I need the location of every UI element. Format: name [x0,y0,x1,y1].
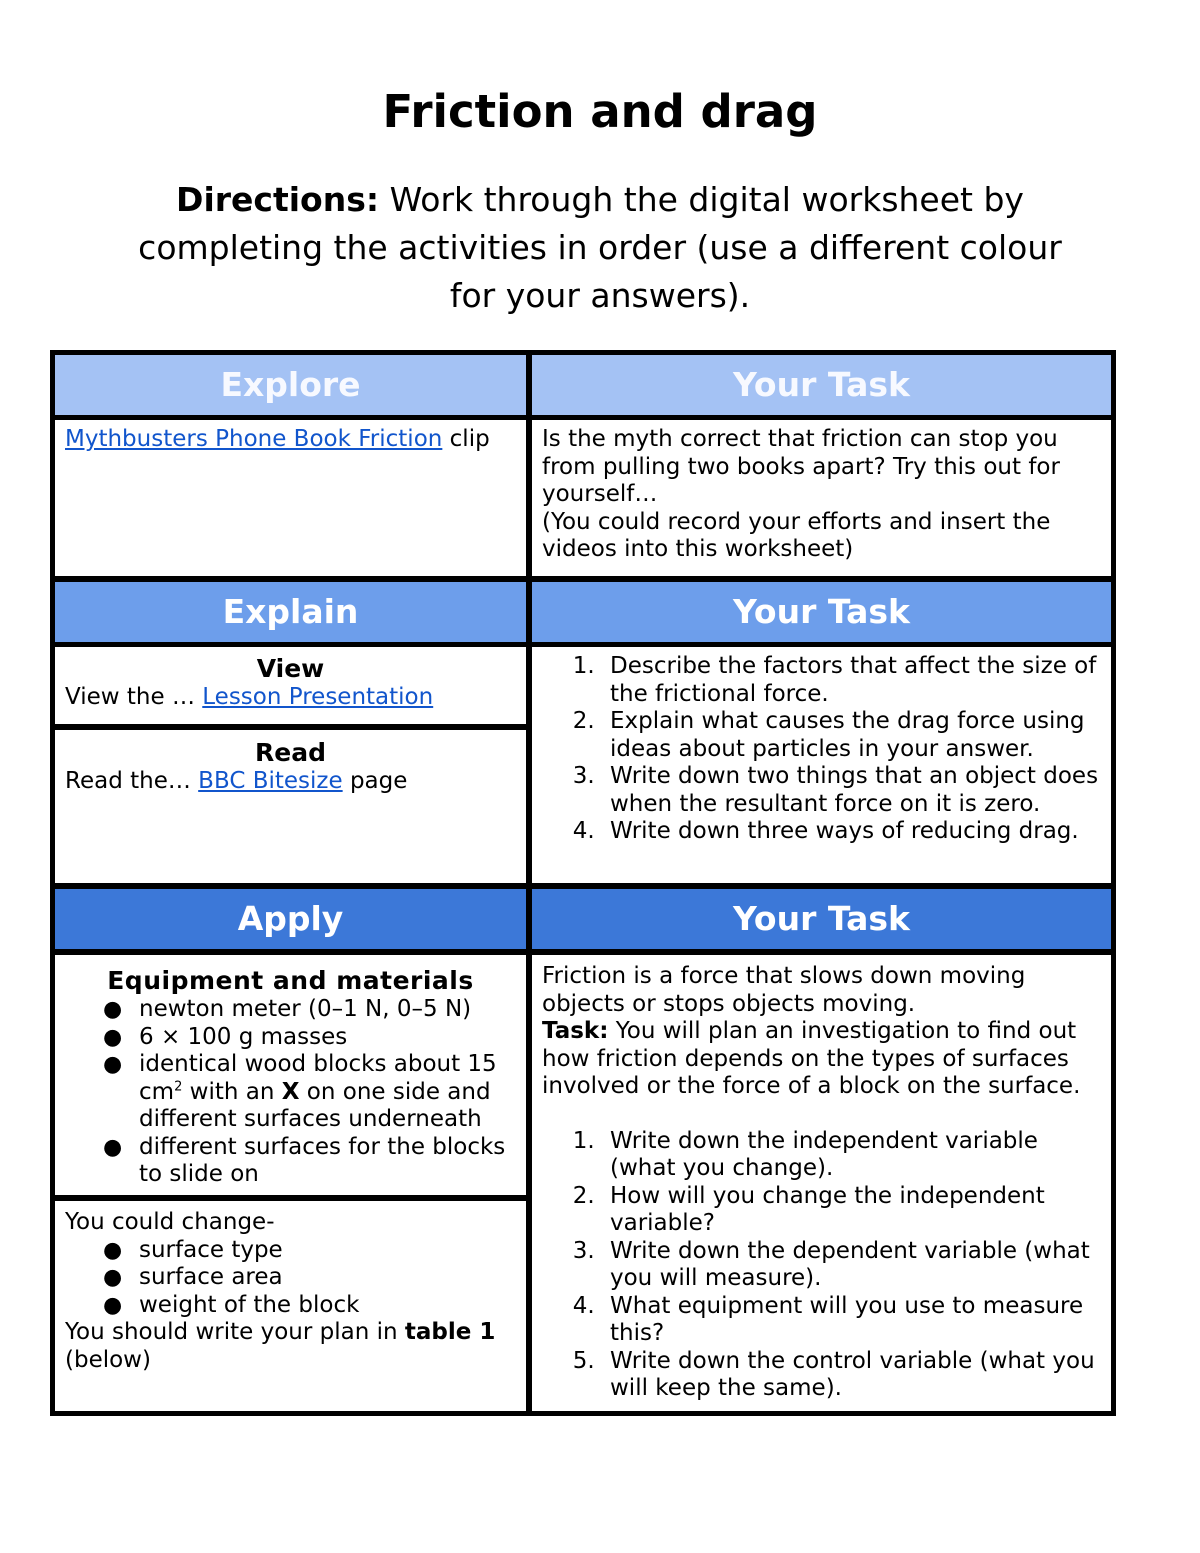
read-prefix: Read the… [65,768,199,794]
lesson-presentation-link[interactable]: Lesson Presentation [202,684,434,710]
apply-intro: Friction is a force that slows down moving objects or stops objects moving. [542,963,1026,1017]
list-item: ● surface type [85,1237,516,1265]
view-prefix: View the … [65,684,203,710]
apply-task-list [532,1128,1105,1403]
list-item [85,1051,516,1134]
task-label: Task: [542,1018,609,1044]
worksheet-table [50,350,1116,1416]
list-item: 2. How will you change the independent variable? [602,1183,1105,1238]
apply-task-header: Your Task [532,889,1111,949]
explain-header: Explain [55,582,526,642]
plan-text: (below) [65,1346,151,1373]
wood-blocks-text: on one side and different surfaces underneath [139,1078,491,1132]
apply-task-statement [542,1018,1105,1101]
plan-table-ref: table 1 [404,1319,496,1345]
read-suffix: page [342,768,408,794]
equipment-title: Equipment and materials [107,966,474,995]
explain-task-header: Your Task [532,582,1111,642]
list-item: 3. Write down the dependent variable (what you will measure). [602,1238,1105,1293]
list-item: 4. What equipment will you use to measure this? [602,1293,1105,1348]
directions [120,176,1080,320]
equipment-box [55,955,526,1195]
wood-blocks-mark: X [281,1078,300,1105]
list-item: 1. Write down the independent variable (what you change). [602,1128,1105,1183]
read-title: Read [255,738,326,767]
explain-view [55,647,526,724]
list-item: 5. Write down the control variable (what you will keep the same). [602,1348,1105,1403]
wood-blocks-text: with an [182,1078,282,1105]
explore-task-header: Your Task [532,355,1111,415]
plan-instruction [65,1319,516,1374]
mythbusters-link-suffix: clip [442,426,490,452]
change-intro: You could change- [65,1209,275,1235]
list-item: 1. Describe the factors that affect the size of the frictional force. [602,653,1105,708]
explore-task [532,420,1111,576]
apply-header: Apply [55,889,526,949]
change-list [65,1237,516,1320]
list-item: ● 6 × 100 g masses [85,1024,516,1052]
explore-resource [55,420,526,576]
page-title: Friction and drag [382,85,818,138]
apply-task [532,955,1111,1411]
directions-text: Work through the digital worksheet by completing the activities in order (use a different colour for your answers). [138,180,1062,315]
explain-read [55,730,526,883]
view-title: View [256,654,325,683]
plan-text: You should write your plan in [65,1319,405,1345]
superscript: 2 [174,1078,183,1094]
list-item: ● different surfaces for the blocks to slide on [85,1134,516,1189]
mythbusters-link[interactable]: Mythbusters Phone Book Friction [65,426,443,452]
explain-task [532,647,1111,883]
wood-blocks-text: identical wood blocks about 15 cm [139,1051,497,1105]
explore-task-question: Is the myth correct that friction can stop you from pulling two books apart? Try this out for yourself… [542,426,1060,507]
equipment-list [65,996,516,1189]
bbc-bitesize-link[interactable]: BBC Bitesize [198,768,343,794]
explain-task-list [532,653,1105,846]
list-item: ● newton meter (0–1 N, 0–5 N) [85,996,516,1024]
list-item: ● surface area [85,1264,516,1292]
list-item: ● weight of the block [85,1292,516,1320]
directions-label: Directions: [176,180,380,219]
change-box [55,1201,526,1411]
list-item: 2. Explain what causes the drag force using ideas about particles in your answer. [602,708,1105,763]
explore-header: Explore [55,355,526,415]
explore-task-note: (You could record your efforts and insert the videos into this worksheet) [542,508,1051,562]
list-item: 4. Write down three ways of reducing drag. [602,818,1105,846]
list-item: 3. Write down two things that an object does when the resultant force on it is zero. [602,763,1105,818]
task-text: You will plan an investigation to find out how friction depends on the types of surfaces involved or the force of a block on the surface. [542,1018,1081,1099]
